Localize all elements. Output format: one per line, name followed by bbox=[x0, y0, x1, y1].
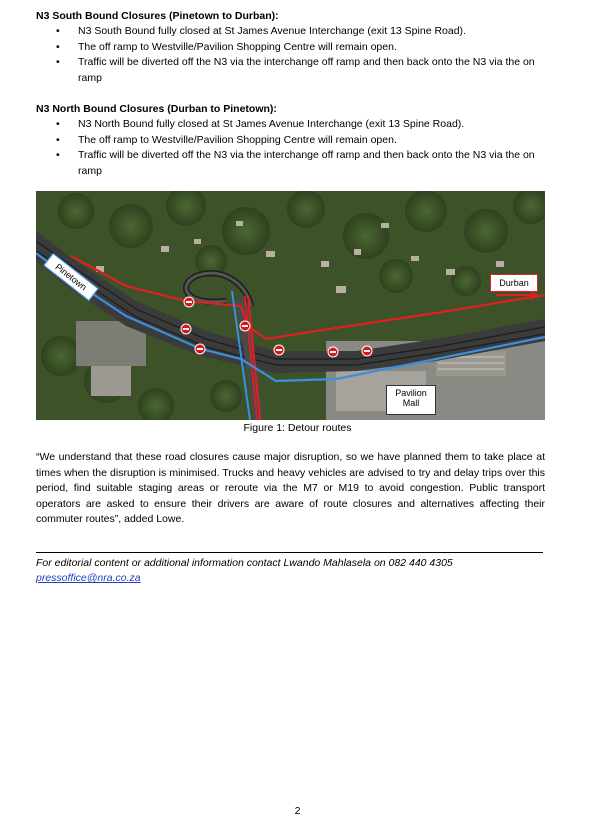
list-item: • The off ramp to Westville/Pavilion Shopping Centre will remain open. bbox=[36, 40, 556, 56]
page-number: 2 bbox=[294, 805, 301, 817]
closure-sign-icon bbox=[240, 321, 250, 331]
list-item: • Traffic will be diverted off the N3 via the interchange off ramp and then back onto the N3 via the on ramp bbox=[56, 149, 535, 177]
list-item: • N3 South Bound fully closed at St James Avenue Interchange (exit 13 Spine Road). bbox=[36, 24, 556, 40]
closure-sign-icon bbox=[184, 297, 194, 307]
industrial-buildings bbox=[91, 366, 131, 396]
closure-sign-icon bbox=[362, 346, 372, 356]
list-item: • N3 North Bound fully closed at St James Avenue Interchange (exit 13 Spine Road). bbox=[36, 117, 556, 133]
figure-caption: Figure 1: Detour routes bbox=[243, 422, 352, 434]
bullet-icon: • bbox=[56, 133, 60, 146]
bullet-icon: • bbox=[56, 149, 60, 161]
south-closures-list bbox=[36, 24, 556, 86]
email-link[interactable]: pressoffice@nra.co.za bbox=[36, 572, 141, 584]
south-closures-heading: N3 South Bound Closures (Pinetown to Durban): bbox=[36, 10, 279, 22]
pavilion-mall-label: Pavilion Mall bbox=[386, 385, 436, 415]
closure-sign-icon bbox=[274, 345, 284, 355]
detour-map-figure bbox=[36, 191, 545, 420]
divider bbox=[36, 552, 543, 553]
closure-sign-icon bbox=[181, 324, 191, 334]
bullet-icon: • bbox=[56, 118, 60, 130]
pinetown-label: Pinetown bbox=[43, 253, 99, 301]
closure-sign-icon bbox=[195, 344, 205, 354]
contact-text: For editorial content or additional information contact Lwando Mahlasela on 082 440 4305 bbox=[36, 557, 453, 569]
list-item: • The off ramp to Westville/Pavilion Shopping Centre will remain open. bbox=[36, 133, 556, 149]
closure-sign-icon bbox=[328, 347, 338, 357]
bullet-icon: • bbox=[56, 25, 60, 37]
aerial-map bbox=[36, 191, 545, 420]
quote-paragraph: “We understand that these road closures cause major disruption, so we have planned them to take place at times when the disruption is minimised. Trucks and heavy vehicles are advised to try and delay trips over this period, find suitable staging areas or reroute via the M7 or M19 to avoid congestion. Public transport operators are asked to ensure their drivers are aware of route closures and alternatives affecting their commuter routes”, added Lowe. bbox=[36, 451, 545, 525]
durban-label: Durban bbox=[490, 274, 538, 292]
north-closures-heading: N3 North Bound Closures (Durban to Pinetown): bbox=[36, 103, 277, 115]
bullet-icon: • bbox=[56, 56, 60, 68]
north-closures-list bbox=[36, 117, 556, 179]
list-item: • Traffic will be diverted off the N3 via the interchange off ramp and then back onto the N3 via the on ramp bbox=[56, 56, 535, 84]
bullet-icon: • bbox=[56, 40, 60, 53]
